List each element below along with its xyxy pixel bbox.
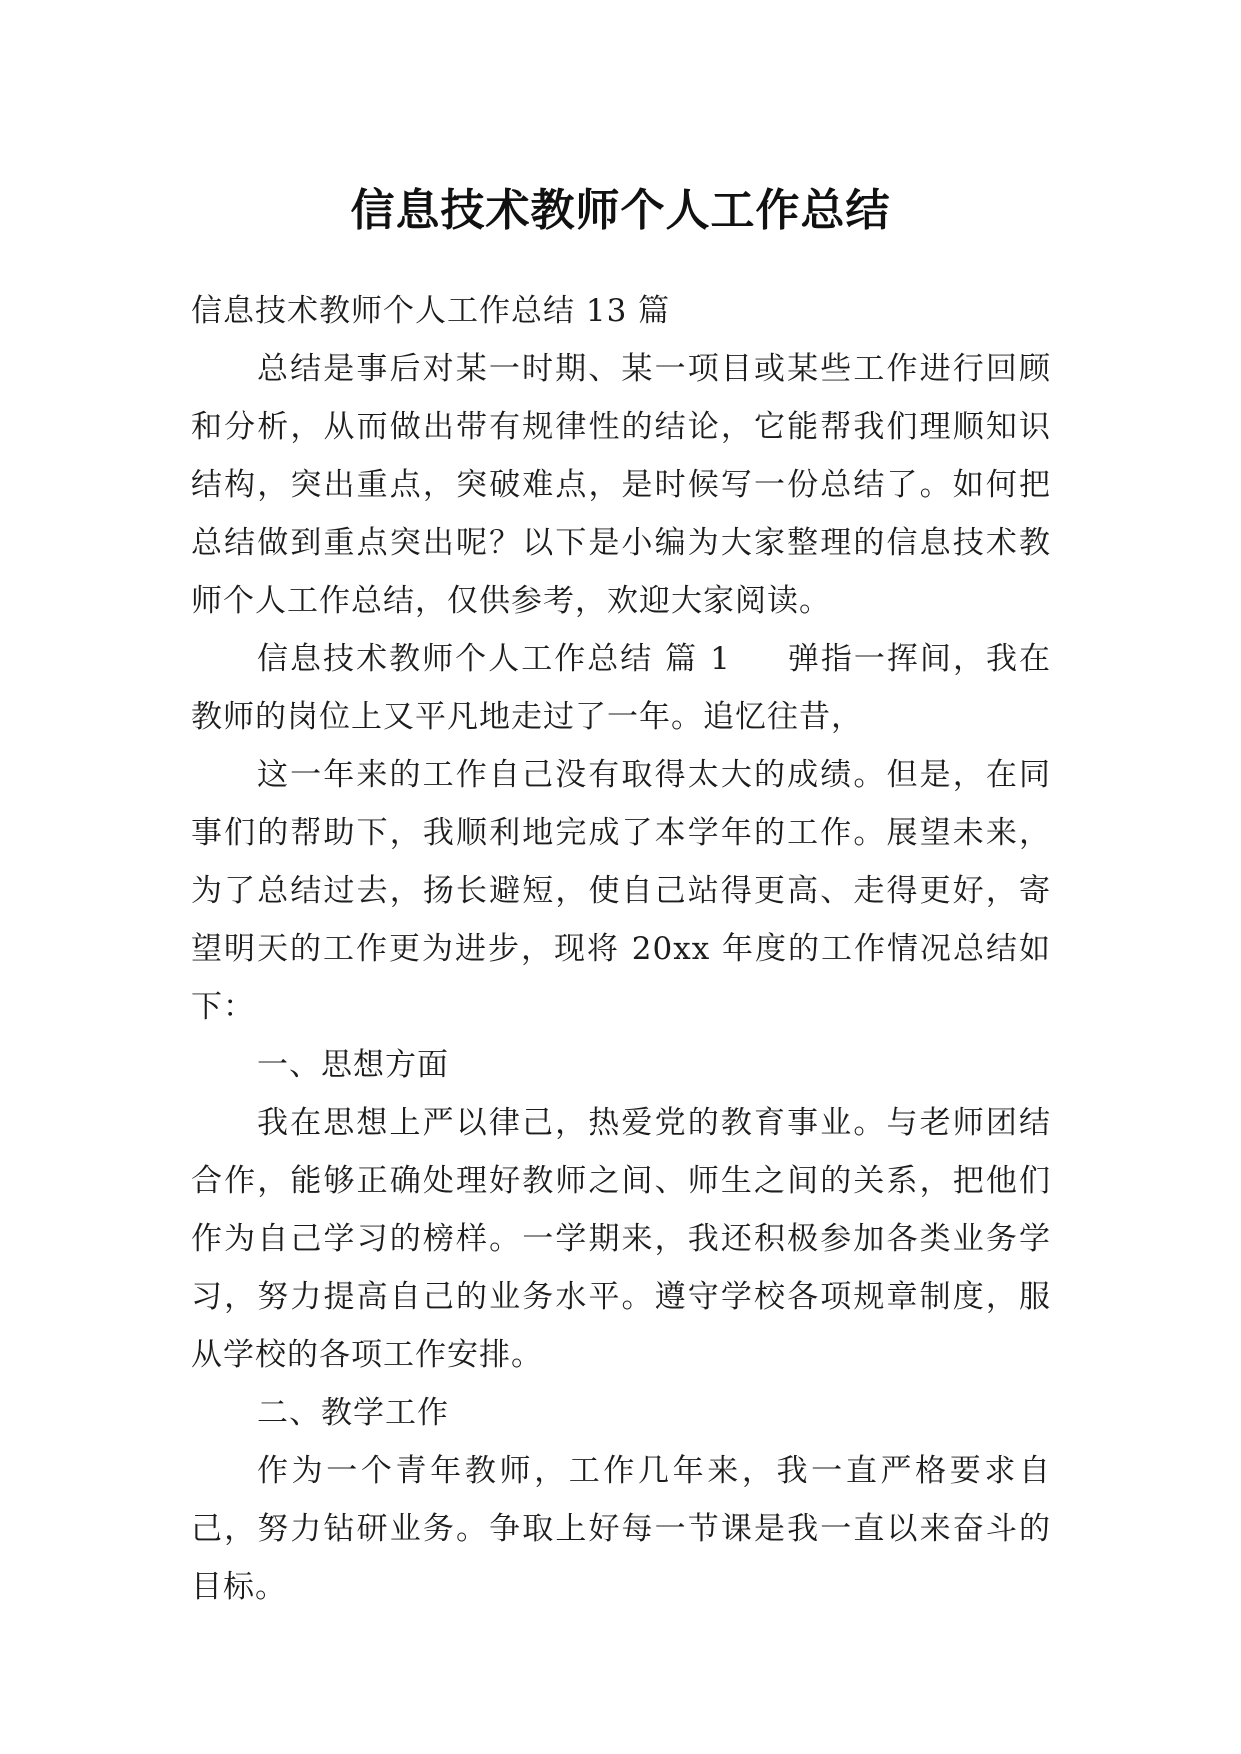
document-subtitle: 信息技术教师个人工作总结 13 篇 <box>191 293 671 329</box>
chapter-paragraph <box>191 630 1051 746</box>
chapter-opening: 弹指一挥间，我在教师的岗位上又平凡地走过了一年。追忆往昔， <box>191 641 1051 735</box>
section-body-teaching: 作为一个青年教师，工作几年来，我一直严格要求自己，努力钻研业务。争取上好每一节课是我一直以来奋斗的目标。 <box>191 1453 1051 1605</box>
document-body <box>191 282 1051 1616</box>
section-body-thought: 我在思想上严以律己，热爱党的教育事业。与老师团结合作，能够正确处理好教师之间、师生之间的关系，把他们作为自己学习的榜样。一学期来，我还积极参加各类业务学习，努力提高自己的业务水平。遵守学校各项规章制度，服从学校的各项工作安排。 <box>191 1105 1051 1373</box>
section-heading-thought: 一、思想方面 <box>257 1047 449 1083</box>
document-title: 信息技术教师个人工作总结 <box>350 185 891 237</box>
section-heading-teaching: 二、教学工作 <box>257 1395 449 1431</box>
review-paragraph: 这一年来的工作自己没有取得太大的成绩。但是，在同事们的帮助下，我顺利地完成了本学年的工作。展望未来，为了总结过去，扬长避短，使自己站得更高、走得更好，寄望明天的工作更为进步，现将 20xx 年度的工作情况总结如下： <box>191 757 1051 1025</box>
intro-paragraph: 总结是事后对某一时期、某一项目或某些工作进行回顾和分析，从而做出带有规律性的结论，它能帮我们理顺知识结构，突出重点，突破难点，是时候写一份总结了。如何把总结做到重点突出呢？以下是小编为大家整理的信息技术教师个人工作总结，仅供参考，欢迎大家阅读。 <box>191 351 1051 619</box>
chapter-heading: 信息技术教师个人工作总结 篇 1 <box>257 641 731 677</box>
